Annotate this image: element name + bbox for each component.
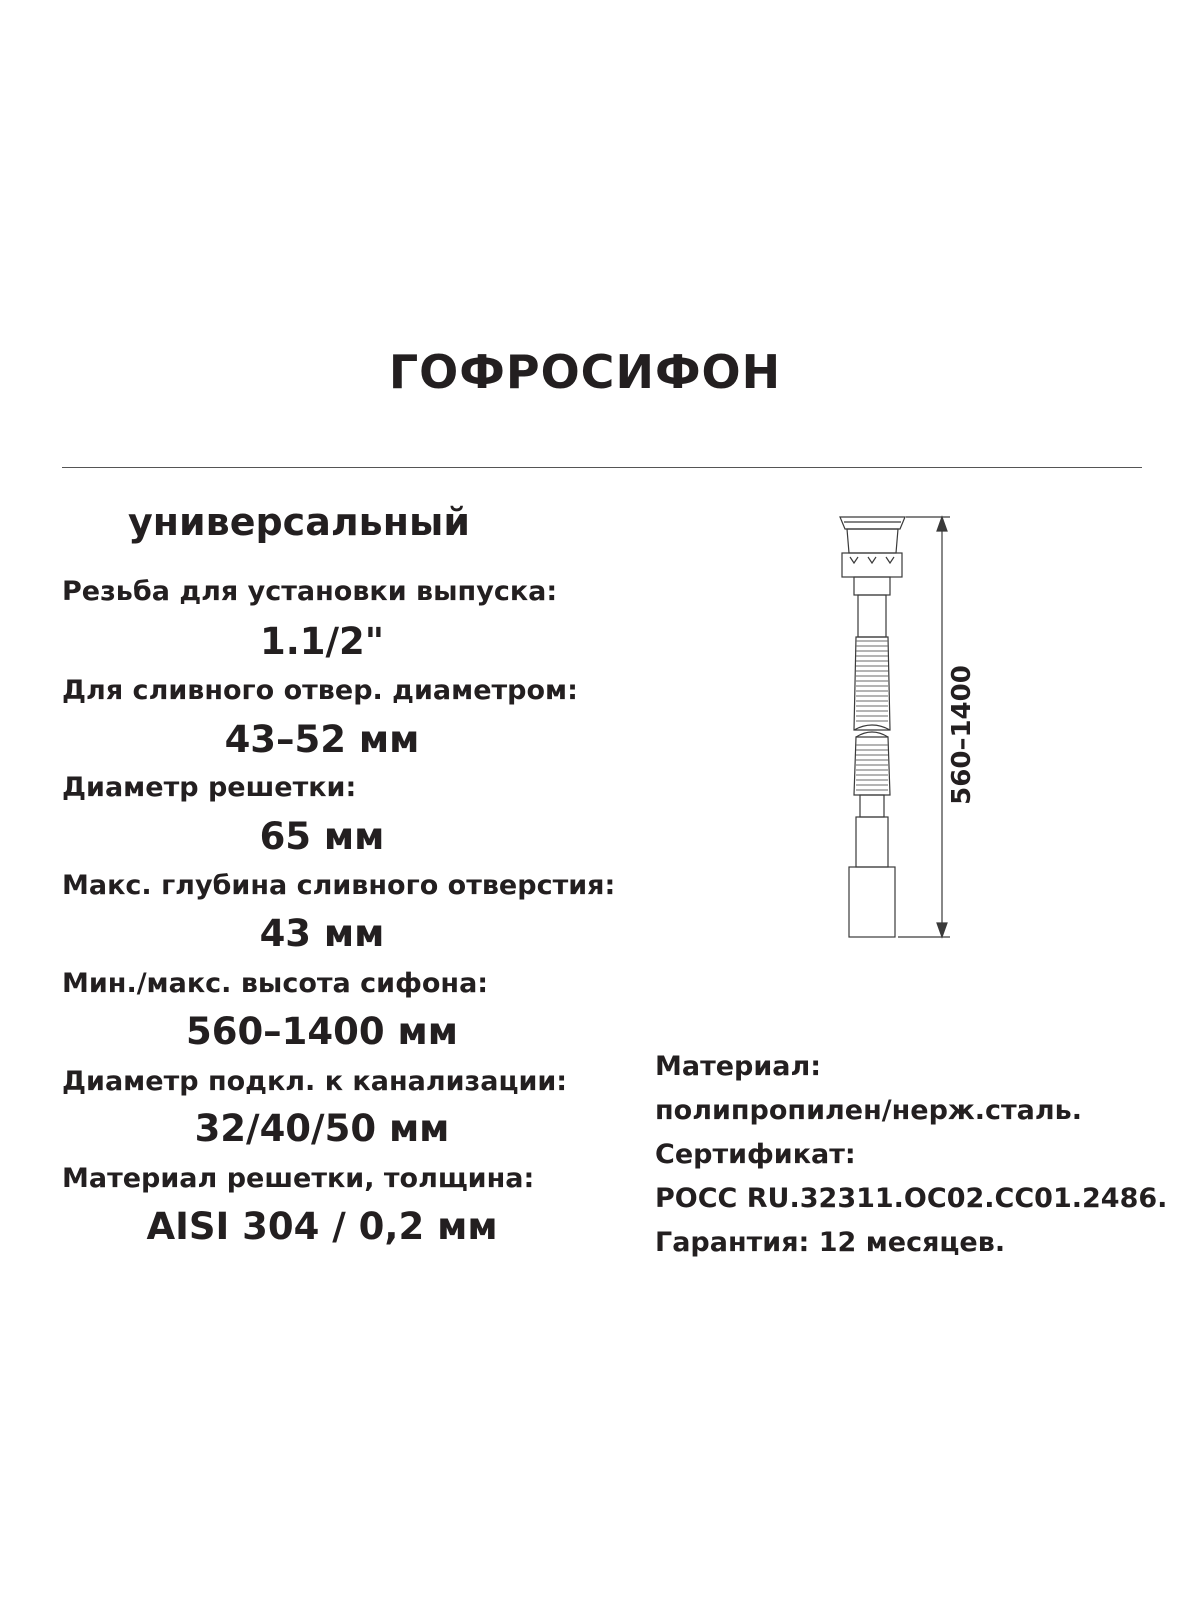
warranty: Гарантия: 12 месяцев.: [655, 1227, 1006, 1258]
spec-label-max-depth: Макс. глубина сливного отверстия:: [62, 870, 616, 901]
spec-value-max-depth: 43 мм: [259, 912, 385, 955]
spec-value-thread: 1.1/2": [259, 620, 385, 663]
spec-value-grate-material: AISI 304 / 0,2 мм: [146, 1205, 498, 1248]
material-label: Материал:: [655, 1051, 822, 1082]
subtitle: универсальный: [128, 500, 470, 544]
certificate-label: Сертификат:: [655, 1139, 856, 1170]
material-value: полипропилен/нерж.сталь.: [655, 1095, 1083, 1126]
siphon-sewer-adapter: [849, 867, 895, 937]
spec-label-height: Мин./макс. высота сифона:: [62, 968, 489, 999]
spec-label-grate-material: Материал решетки, толщина:: [62, 1163, 535, 1194]
divider: [62, 467, 1142, 468]
siphon-grate: [840, 517, 905, 529]
siphon-outlet-body: [847, 529, 898, 553]
dimension-line: [898, 517, 950, 937]
page-title: ГОФРОСИФОН: [388, 345, 782, 399]
certificate-value: РОСС RU.32311.ОС02.СС01.2486.: [655, 1183, 1168, 1214]
siphon-corrugated-lower: [854, 737, 890, 795]
spec-label-thread: Резьба для установки выпуска:: [62, 576, 558, 607]
siphon-nut: [842, 553, 902, 577]
spec-label-drain-diameter: Для сливного отвер. диаметром:: [62, 675, 578, 706]
spec-label-grate-diameter: Диаметр решетки:: [62, 772, 357, 803]
spec-value-sewer-connection: 32/40/50 мм: [194, 1107, 450, 1150]
spec-value-drain-diameter: 43–52 мм: [224, 718, 420, 761]
spec-value-grate-diameter: 65 мм: [259, 815, 385, 858]
dimension-label: 560–1400: [947, 665, 977, 805]
spec-label-sewer-connection: Диаметр подкл. к канализации:: [62, 1066, 568, 1097]
spec-value-height: 560–1400 мм: [185, 1010, 459, 1053]
info-block: [655, 1045, 1167, 1265]
siphon-drawing: [820, 505, 1000, 975]
